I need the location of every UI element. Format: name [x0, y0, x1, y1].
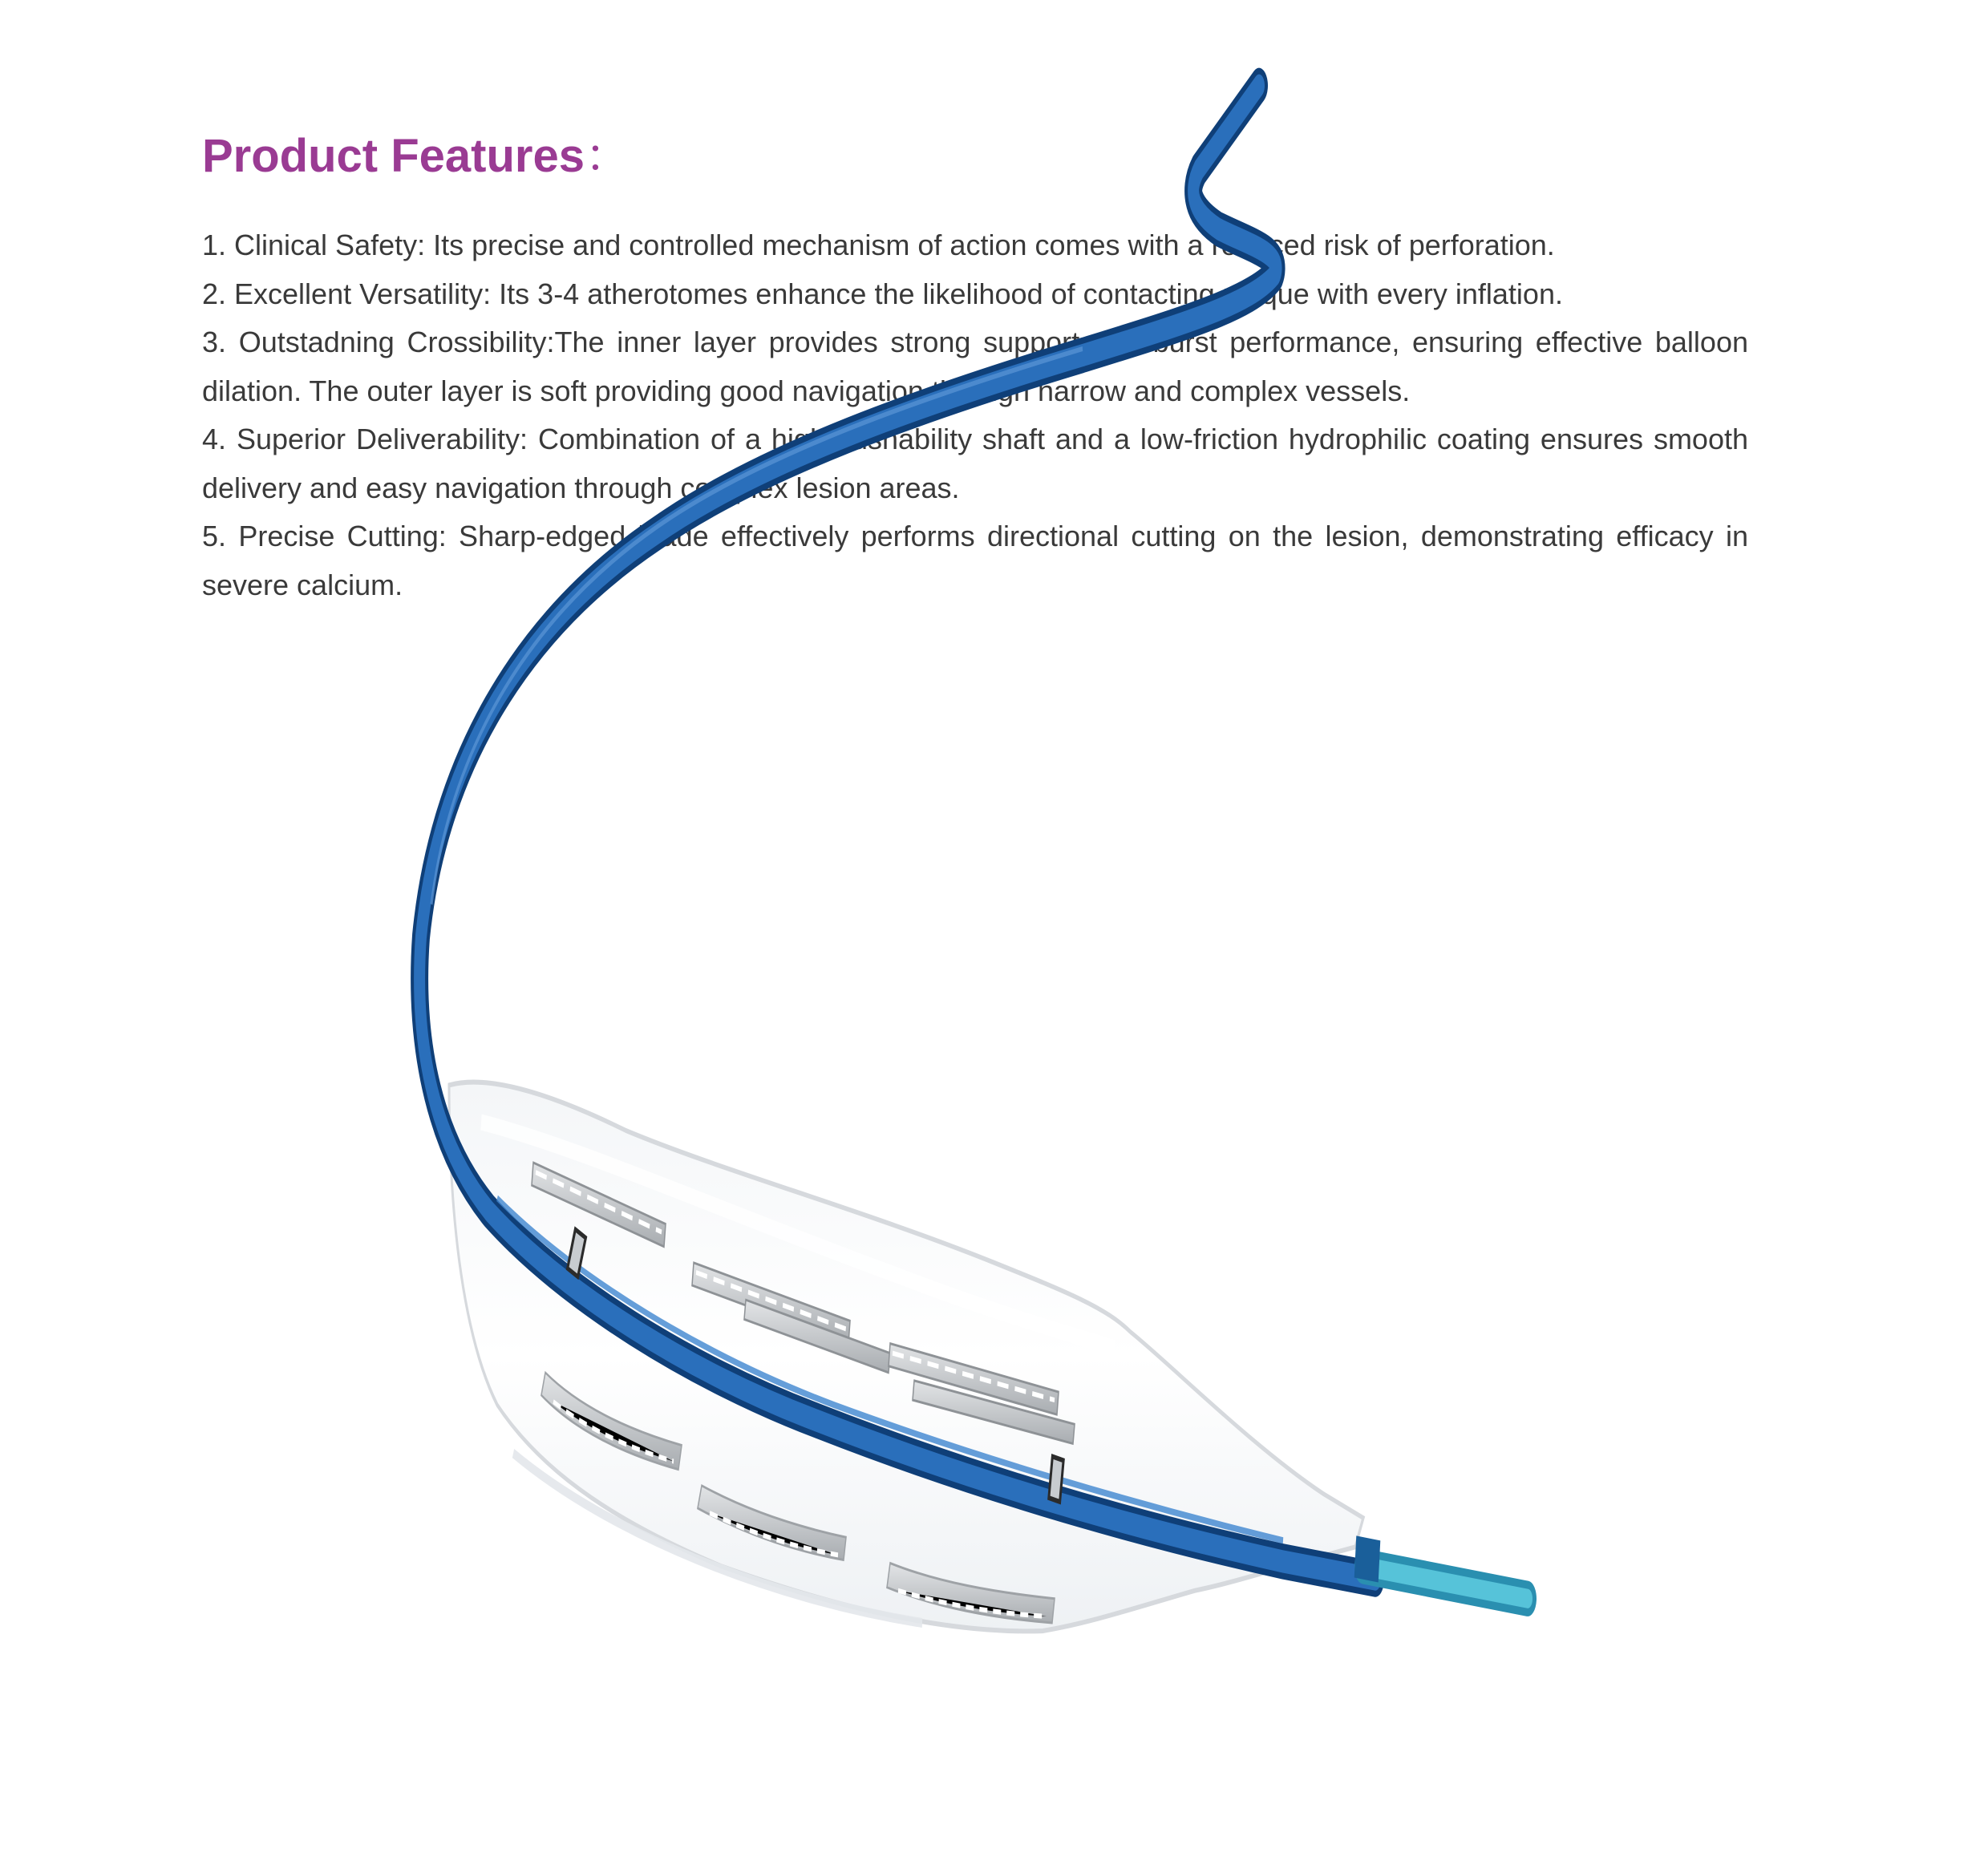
feature-item-crossibility: 3. Outstadning Crossibility:The inner layer provides strong support and burst performance, ensuring effective balloon dilation. The outer layer is soft providing good navigation through narrow and complex vessels.: [202, 326, 1748, 407]
feature-item-precise-cutting: 5. Precise Cutting: Sharp-edged blade effectively performs directional cutting on the lesion, demonstrating efficacy in severe calcium.: [202, 520, 1748, 601]
title-text: Product Features: [202, 130, 585, 182]
feature-item-clinical-safety: 1. Clinical Safety: Its precise and controlled mechanism of action comes with a reduced risk of perforation.: [202, 229, 1555, 261]
feature-item-deliverability: 4. Superior Deliverability: Combination of a high-pushability shaft and a low-friction hydrophilic coating ensures smooth delivery and easy navigation through complex lesion areas.: [202, 423, 1748, 504]
title-colon: ：: [585, 130, 632, 182]
feature-item-versatility: 2. Excellent Versatility: Its 3-4 atherotomes enhance the likelihood of contacting plaque with every inflation.: [202, 277, 1563, 310]
